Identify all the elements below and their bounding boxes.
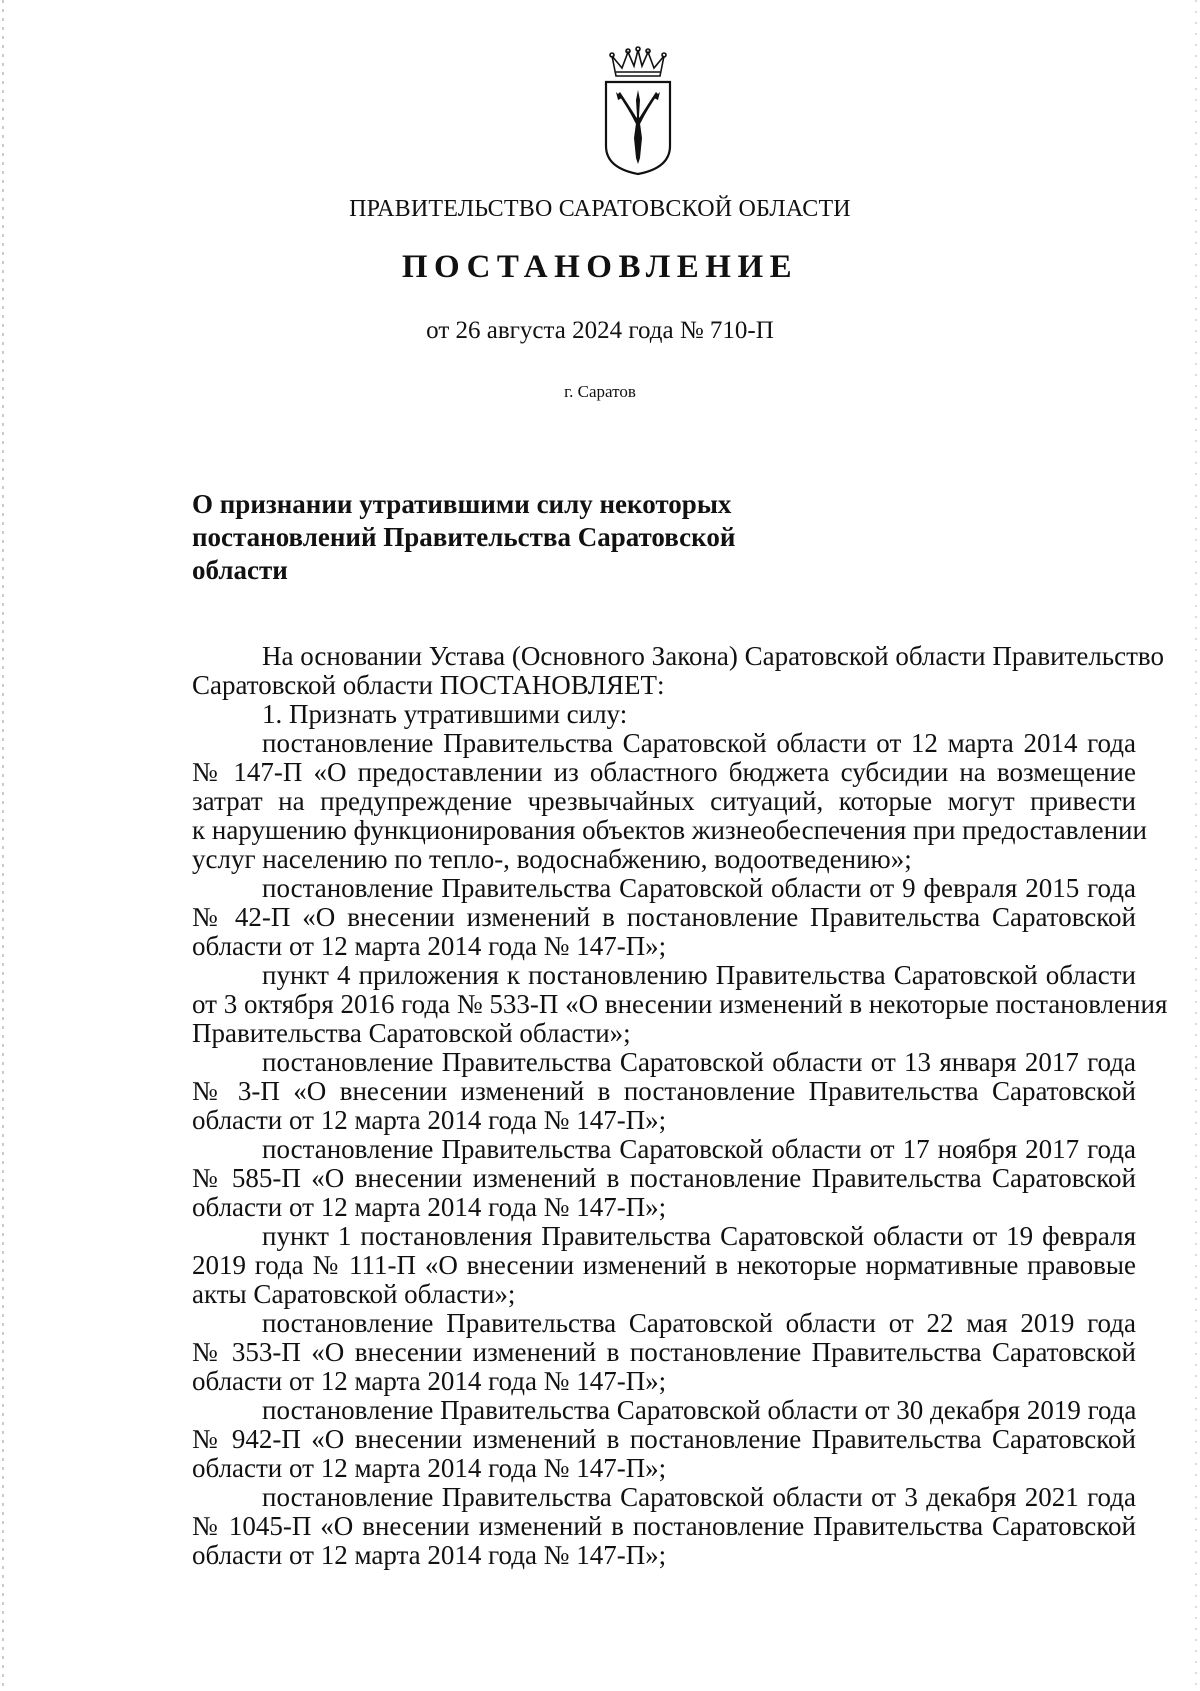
body-line: услуг населению по тепло-, водоснабжению, водоотведению»; [192, 844, 912, 874]
body-line: постановление Правительства Саратовской области от 17 ноября 2017 года [262, 1134, 1136, 1164]
body-line: № 42-П «О внесении изменений в постановление Правительства Саратовской [192, 902, 1136, 932]
document-date-number: от 26 августа 2024 года № 710-П [426, 317, 774, 344]
document-title-line: постановлений Правительства Саратовской [192, 522, 736, 552]
body-line: постановление Правительства Саратовской области от 3 декабря 2021 года [262, 1482, 1136, 1512]
body-line: № 3-П «О внесении изменений в постановление Правительства Саратовской [192, 1076, 1136, 1106]
body-line: На основании Устава (Основного Закона) Саратовской области Правительство [262, 641, 1164, 671]
body-line: постановление Правительства Саратовской области от 30 декабря 2019 года [262, 1395, 1137, 1425]
body-line: № 942-П «О внесении изменений в постановление Правительства Саратовской [192, 1424, 1136, 1454]
body-line: от 3 октября 2016 года № 533-П «О внесении изменений в некоторые постановления [192, 989, 1168, 1019]
body-line: пункт 1 постановления Правительства Саратовской области от 19 февраля [262, 1221, 1136, 1251]
body-line: области от 12 марта 2014 года № 147-П»; [192, 1366, 667, 1396]
body-line: № 1045-П «О внесении изменений в постановление Правительства Саратовской [192, 1511, 1136, 1541]
document-title-line: области [192, 555, 288, 585]
body-line: области от 12 марта 2014 года № 147-П»; [192, 1453, 667, 1483]
body-line: акты Саратовской области»; [192, 1279, 516, 1309]
body-line: области от 12 марта 2014 года № 147-П»; [192, 1192, 667, 1222]
body-line: области от 12 марта 2014 года № 147-П»; [192, 1540, 667, 1570]
body-line: 1. Признать утратившими силу: [262, 699, 628, 729]
document-city: г. Саратов [564, 382, 636, 401]
government-name: ПРАВИТЕЛЬСТВО САРАТОВСКОЙ ОБЛАСТИ [349, 196, 851, 222]
document-title [192, 488, 812, 587]
document-body [192, 641, 1168, 1570]
body-line: области от 12 марта 2014 года № 147-П»; [192, 1105, 667, 1135]
document-title-line: О признании утратившими силу некоторых [192, 489, 732, 519]
body-line: Саратовской области ПОСТАНОВЛЯЕТ: [192, 670, 665, 700]
document-type-heading: ПОСТАНОВЛЕНИЕ [401, 249, 799, 285]
body-line: постановление Правительства Саратовской области от 12 марта 2014 года [262, 728, 1136, 758]
body-line: постановление Правительства Саратовской области от 22 мая 2019 года [262, 1308, 1136, 1338]
body-line: пункт 4 приложения к постановлению Правительства Саратовской области [262, 960, 1136, 990]
body-line: № 353-П «О внесении изменений в постановление Правительства Саратовской [192, 1337, 1136, 1367]
body-line: № 585-П «О внесении изменений в постановление Правительства Саратовской [192, 1163, 1136, 1193]
body-line: к нарушению функционирования объектов жизнеобеспечения при предоставлении [192, 815, 1147, 845]
body-line: постановление Правительства Саратовской области от 9 февраля 2015 года [262, 873, 1136, 903]
body-line: постановление Правительства Саратовской области от 13 января 2017 года [262, 1047, 1136, 1077]
body-line: затрат на предупреждение чрезвычайных ситуаций, которые могут привести [192, 786, 1136, 816]
body-line: Правительства Саратовской области»; [192, 1018, 631, 1048]
coat-of-arms-icon [598, 46, 678, 176]
body-line: области от 12 марта 2014 года № 147-П»; [192, 931, 667, 961]
body-line: 2019 года № 111-П «О внесении изменений в некоторые нормативные правовые [192, 1250, 1136, 1280]
body-line: № 147-П «О предоставлении из областного бюджета субсидии на возмещение [192, 757, 1136, 787]
